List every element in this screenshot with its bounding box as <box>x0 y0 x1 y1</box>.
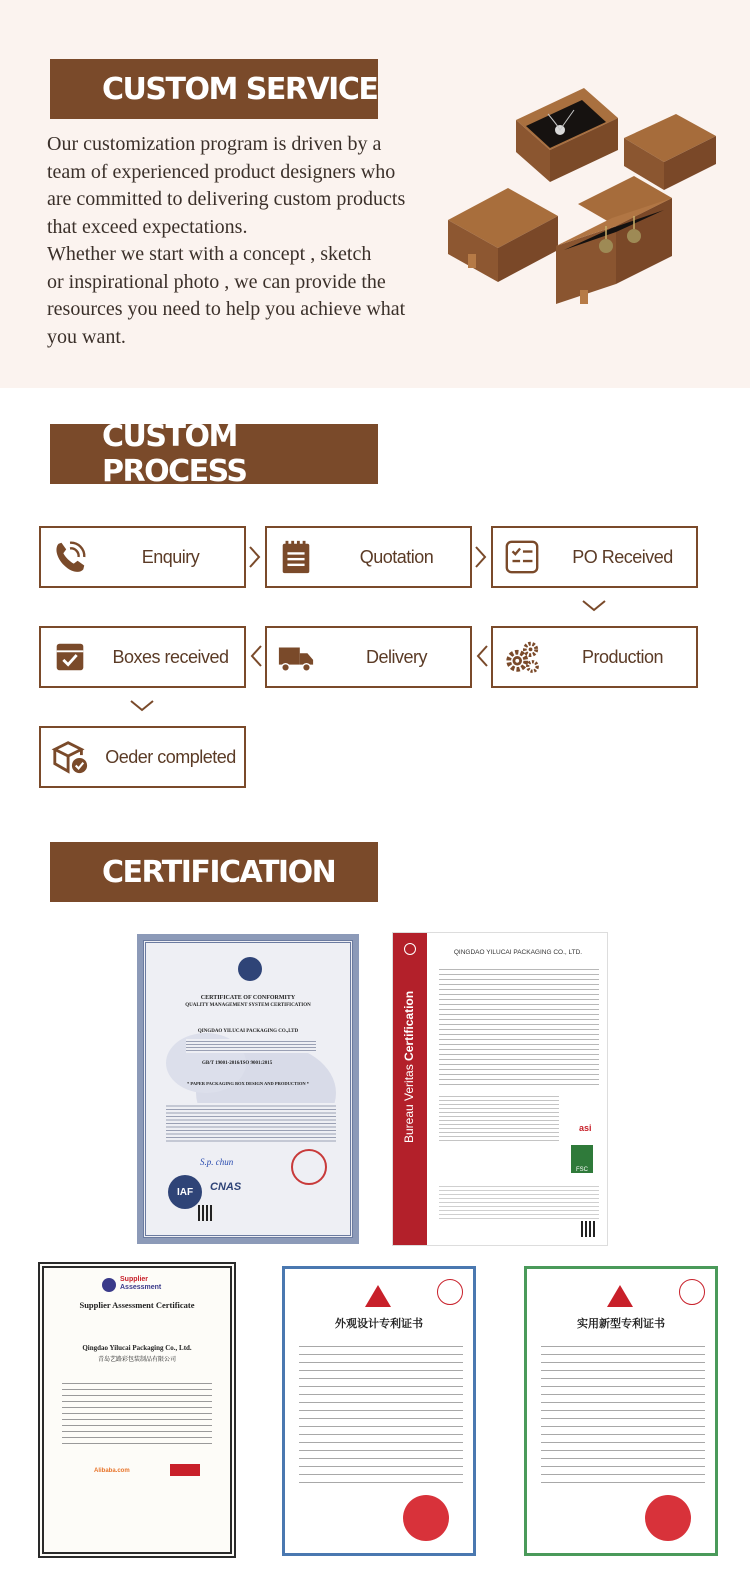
necklace-box <box>516 88 618 182</box>
step-label: Delivery <box>365 646 427 667</box>
iso-title: CERTIFICATE OF CONFORMITY <box>200 995 296 1001</box>
red-stamp <box>679 1279 705 1305</box>
assessment-list <box>62 1378 212 1446</box>
custom-service-banner <box>50 59 378 119</box>
iso-standard: GB/T 19001-2016/ISO 9001:2015 <box>202 1061 273 1066</box>
patent-emblem <box>607 1285 633 1307</box>
iso-9001-certificate <box>137 934 359 1244</box>
step-label: Production <box>581 646 664 667</box>
service-description <box>47 131 427 351</box>
iaf-logo: IAF <box>168 1175 202 1209</box>
patent-emblem <box>365 1285 391 1307</box>
supplier-title: Supplier Assessment Certificate <box>79 1300 195 1310</box>
body-text <box>186 1039 316 1053</box>
intro-line: Our customization program is driven by a <box>47 133 382 155</box>
gears-icon <box>503 638 541 676</box>
step-label: Boxes received <box>112 646 229 667</box>
cnas-logo: CNAS <box>210 1181 242 1193</box>
chevron-left-icon <box>475 644 489 668</box>
intro-line: Whether we start with a concept , sketch <box>47 243 372 265</box>
supplier-assessment-certificate <box>38 1262 236 1558</box>
certification-banner <box>50 842 378 902</box>
red-stamp <box>437 1279 463 1305</box>
assessment-logo-2: Assessment <box>120 1284 162 1291</box>
assessment-logo-icon <box>102 1278 116 1292</box>
step-boxes-received <box>39 626 246 688</box>
intro-line: that exceed expectations. <box>47 215 248 238</box>
truck-icon <box>277 638 315 676</box>
custom-process-banner <box>50 419 378 489</box>
side-text-2: Certification <box>402 990 416 1061</box>
step-delivery <box>265 626 472 688</box>
step-label: Quotation <box>359 546 434 567</box>
intro-line: are committed to delivering custom products <box>47 188 406 210</box>
supplier-company: Qingdao Yilucai Packaging Co., Ltd. <box>82 1344 192 1352</box>
custom-process-title: CUSTOM PROCESS <box>102 419 247 489</box>
utility-patent-certificate <box>524 1266 718 1556</box>
intro-line: or inspirational photo , we can provide the <box>47 270 386 293</box>
step-quotation <box>265 526 472 588</box>
body-text <box>541 1339 705 1489</box>
step-label: PO Received <box>572 546 673 567</box>
intro-line: you want. <box>47 325 126 348</box>
assessment-logo-1: Supplier <box>120 1276 149 1283</box>
chevron-right-icon <box>474 545 488 569</box>
utility-patent-title: 实用新型专利证书 <box>577 1317 665 1330</box>
asi-logo: asi <box>579 1123 592 1133</box>
chevron-down-icon <box>581 599 607 613</box>
step-enquiry <box>39 526 246 588</box>
phone-icon <box>51 538 89 576</box>
body-text <box>439 965 599 1085</box>
fsc-company: QINGDAO YILUCAI PACKAGING CO., LTD. <box>453 949 583 956</box>
qr-code <box>198 1205 214 1221</box>
chevron-down-icon <box>129 699 155 713</box>
jewelry-boxes-image <box>448 78 738 328</box>
fsc-logo: FSC <box>571 1145 593 1173</box>
body-text <box>166 1103 336 1143</box>
chevron-right-icon <box>248 545 262 569</box>
iso-company: QINGDAO YILUCAI PACKAGING CO.,LTD <box>197 1029 299 1034</box>
official-seal <box>403 1495 449 1541</box>
assessor-badge <box>170 1464 200 1476</box>
body-text <box>299 1339 463 1489</box>
intro-line: team of experienced product designers who <box>47 160 396 183</box>
qr-code <box>581 1221 597 1237</box>
seal-icon <box>238 957 262 981</box>
design-patent-certificate <box>282 1266 476 1556</box>
design-patent-title: 外观设计专利证书 <box>335 1317 423 1330</box>
bv-logo-icon <box>404 943 416 955</box>
checklist-icon <box>503 538 541 576</box>
custom-service-title: CUSTOM SERVICE <box>102 71 378 107</box>
iso-subtitle: QUALITY MANAGEMENT SYSTEM CERTIFICATION <box>185 1003 311 1008</box>
box-check-icon <box>51 638 89 676</box>
fsc-certificate <box>392 932 608 1246</box>
alibaba-logo: Alibaba.com <box>94 1468 130 1474</box>
step-order-completed <box>39 726 246 788</box>
supplier-company-cn: 青岛艺路彩包装制品有限公司 <box>97 1356 176 1363</box>
iso-scope: * PAPER PACKAGING BOX DESIGN AND PRODUCTION * <box>187 1081 309 1086</box>
official-seal <box>645 1495 691 1541</box>
step-po-received <box>491 526 698 588</box>
side-text <box>402 991 416 1143</box>
chevron-left-icon <box>249 644 263 668</box>
body-text <box>439 1093 559 1143</box>
notepad-icon <box>277 538 315 576</box>
body-text <box>439 1183 599 1219</box>
step-production <box>491 626 698 688</box>
intro-line: resources you need to help you achieve what <box>47 298 406 320</box>
red-stamp <box>291 1149 327 1185</box>
closed-box-left <box>448 188 558 282</box>
signature: S.p. chun <box>200 1157 234 1167</box>
step-label: Oeder completed <box>105 746 236 767</box>
box-complete-icon <box>51 738 89 776</box>
side-text-1: Bureau Veritas <box>402 1064 416 1143</box>
certification-title: CERTIFICATION <box>102 854 336 890</box>
earrings-box <box>556 176 672 304</box>
step-label: Enquiry <box>141 546 200 567</box>
